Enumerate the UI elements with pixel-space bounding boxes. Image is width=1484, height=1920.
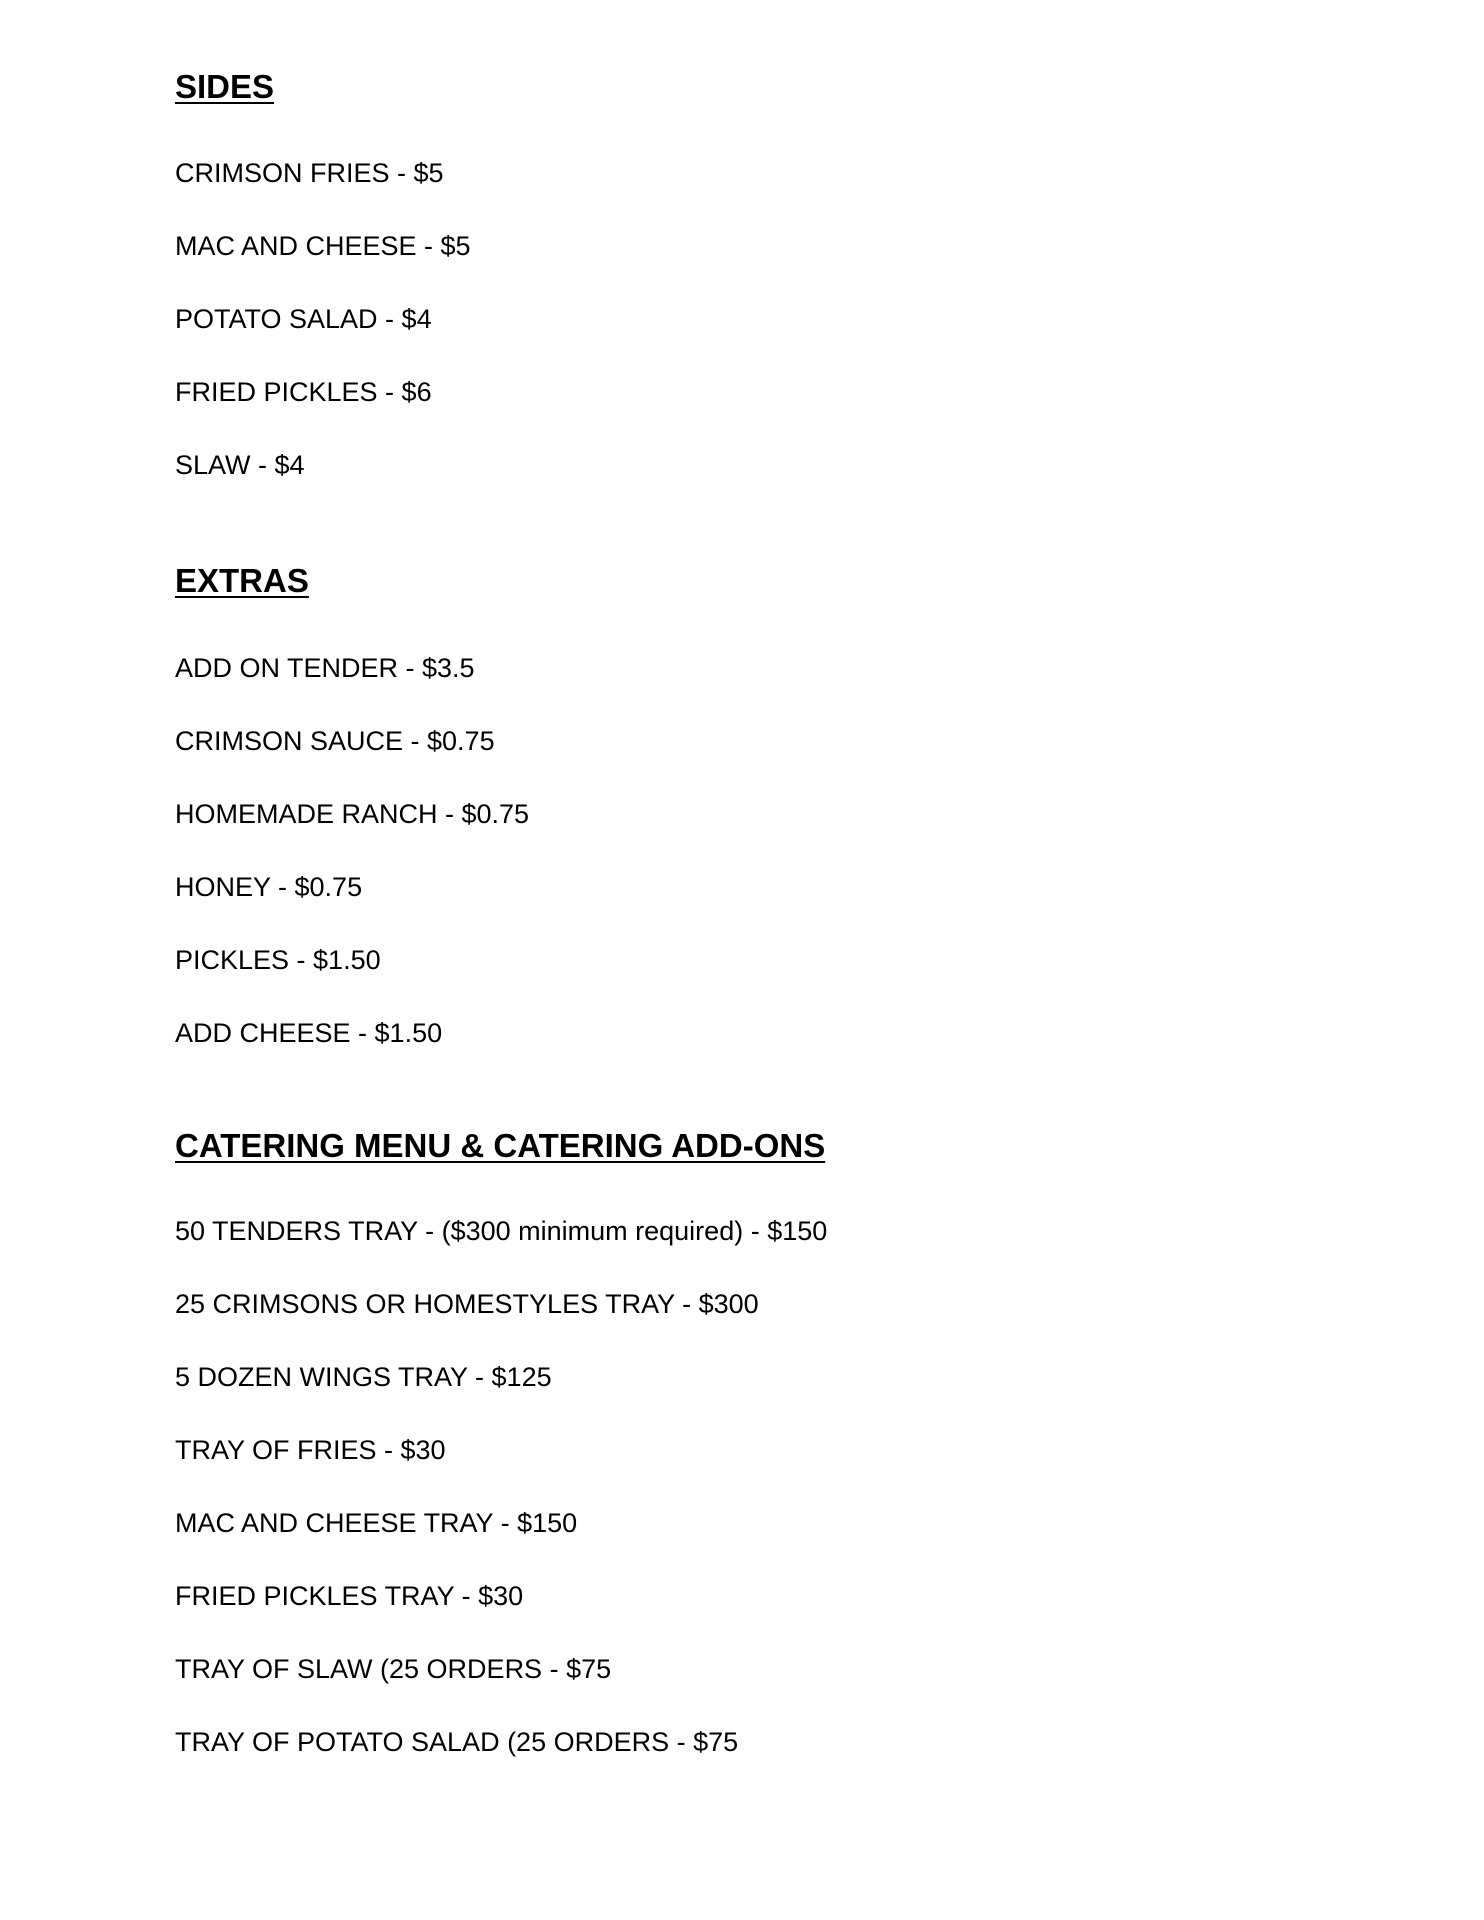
extras-item-honey: HONEY - $0.75 (175, 872, 363, 902)
extras-item-pickles: PICKLES - $1.50 (175, 945, 381, 975)
extras-item-homemade-ranch: HOMEMADE RANCH - $0.75 (175, 799, 530, 829)
catering-item-fries-tray: TRAY OF FRIES - $30 (175, 1435, 446, 1465)
catering-heading: CATERING MENU & CATERING ADD-ONS (175, 1127, 826, 1164)
catering-item-slaw-tray: TRAY OF SLAW (25 ORDERS - $75 (175, 1654, 612, 1684)
catering-item-tenders-tray: 50 TENDERS TRAY - ($300 minimum required) - $150 (175, 1216, 828, 1246)
catering-item-potato-salad-tray: TRAY OF POTATO SALAD (25 ORDERS - $75 (175, 1727, 739, 1757)
sides-item-crimson-fries: CRIMSON FRIES - $5 (175, 158, 444, 188)
extras-heading: EXTRAS (175, 562, 309, 599)
catering-item-fried-pickles-tray: FRIED PICKLES TRAY - $30 (175, 1581, 524, 1611)
sides-item-slaw: SLAW - $4 (175, 450, 305, 480)
sides-heading: SIDES (175, 68, 275, 105)
catering-item-crimsons-homestyles-tray: 25 CRIMSONS OR HOMESTYLES TRAY - $300 (175, 1289, 759, 1319)
sides-item-potato-salad: POTATO SALAD - $4 (175, 304, 432, 334)
extras-item-add-cheese: ADD CHEESE - $1.50 (175, 1018, 443, 1048)
extras-item-crimson-sauce: CRIMSON SAUCE - $0.75 (175, 726, 495, 756)
sides-item-fried-pickles: FRIED PICKLES - $6 (175, 377, 432, 407)
sides-item-mac-and-cheese: MAC AND CHEESE - $5 (175, 231, 471, 261)
catering-item-wings-tray: 5 DOZEN WINGS TRAY - $125 (175, 1362, 552, 1392)
extras-item-add-on-tender: ADD ON TENDER - $3.5 (175, 653, 475, 683)
catering-item-mac-and-cheese-tray: MAC AND CHEESE TRAY - $150 (175, 1508, 578, 1538)
